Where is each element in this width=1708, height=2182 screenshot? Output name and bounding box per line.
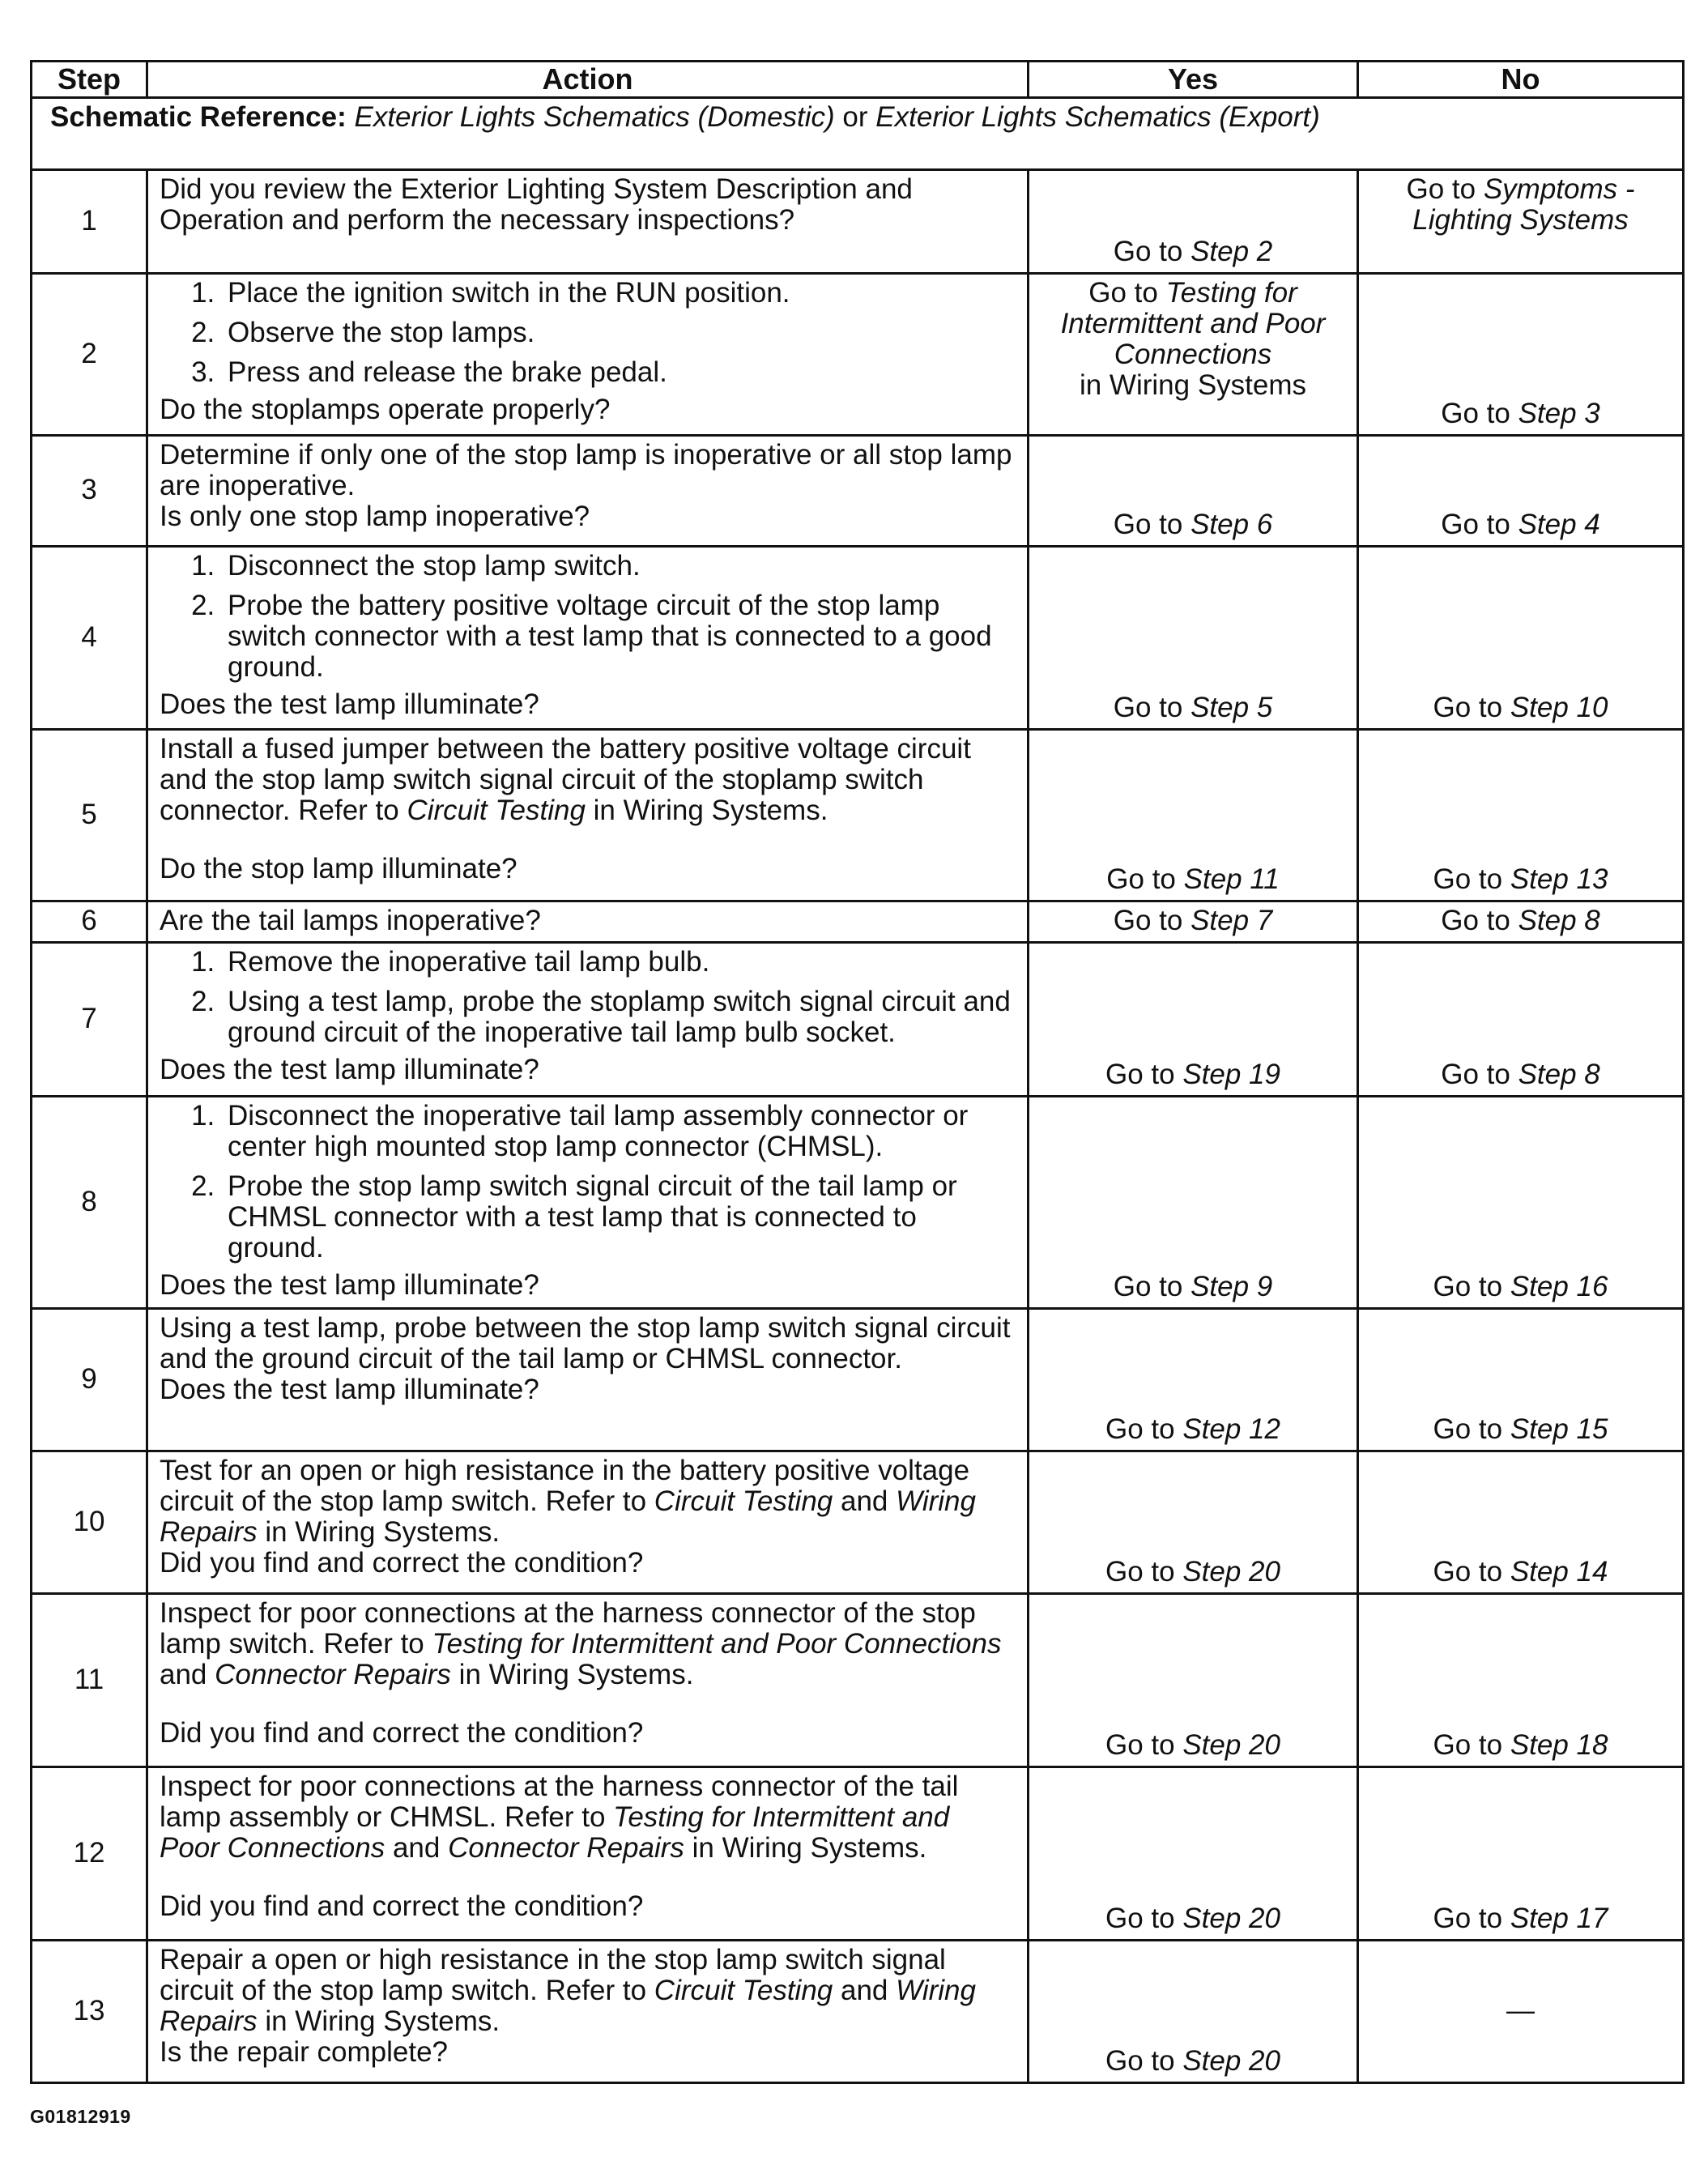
yes-step-ref: Step 12 [1182,1413,1280,1445]
action-text-part: Inspect for poor connections at the harness connector of the stop lamp switch. Refer to [160,1597,976,1660]
procedure-item: 1. Place the ignition switch in the RUN position. [223,278,1016,309]
action-question: Is only one stop lamp inoperative? [160,501,590,532]
step-number: 10 [32,1451,147,1594]
action-text-part: Test for an open or high resistance in the battery positive voltage circuit of the stop lamp switch. Refer to [160,1455,970,1517]
action-text-part: in Wiring Systems. [585,795,828,826]
action-cell [147,1451,1029,1594]
no-step-ref: Step 17 [1510,1903,1608,1934]
no-prefix: Go to [1433,1903,1510,1934]
yes-cell [1029,1594,1358,1767]
procedure-list [160,1101,1016,1264]
no-prefix: Go to [1433,1729,1510,1761]
no-prefix: Go to [1441,509,1518,540]
no-step-ref: Symptoms - Lighting Systems [1412,173,1635,236]
yes-step-ref: Step 20 [1182,1729,1280,1761]
yes-prefix: Go to [1106,863,1184,895]
procedure-item: 2. Using a test lamp, probe the stoplamp switch signal circuit and ground circuit of the inoperative tail lamp bulb socket. [223,987,1016,1048]
step-number: 11 [32,1594,147,1767]
yes-cell [1029,1941,1358,2083]
action-question: Does the test lamp illuminate? [160,1054,539,1085]
action-text-part: and [833,1975,897,2006]
step-number: 7 [32,943,147,1097]
yes-prefix: Go to [1105,2045,1183,2077]
table-row [32,1309,1684,1451]
yes-cell [1029,1767,1358,1941]
no-step-ref: Step 3 [1518,398,1600,429]
yes-cell [1029,274,1358,436]
action-text [160,1945,1016,2037]
table-row [32,274,1684,436]
no-cell [1358,943,1684,1097]
action-cell [147,1941,1029,2083]
yes-step-ref: Step 20 [1182,1903,1280,1934]
step-number: 4 [32,547,147,730]
no-cell [1358,730,1684,901]
no-cell [1358,1767,1684,1941]
no-step-ref: Step 18 [1510,1729,1608,1761]
no-step-ref: Step 14 [1510,1556,1608,1587]
document-id: G01812919 [30,2106,131,2127]
yes-step-ref: Step 7 [1190,905,1273,936]
yes-cell [1029,547,1358,730]
procedure-item: 2. Probe the stop lamp switch signal circuit of the tail lamp or CHMSL connector with a test lamp that is connected to ground. [223,1171,1016,1264]
action-text [160,1455,1016,1548]
no-step-ref: Step 8 [1518,905,1600,936]
schematic-label: Schematic Reference: [50,101,347,133]
step-number: 2 [32,274,147,436]
procedure-list [160,278,1016,388]
table-row [32,1451,1684,1594]
action-text-part: Inspect for poor connections at the harness connector of the tail lamp assembly or CHMSL. Refer to [160,1771,959,1833]
yes-prefix: Go to [1113,692,1191,723]
yes-prefix: Go to [1113,1271,1191,1302]
action-question: Did you find and correct the condition? [160,1547,644,1579]
yes-step-ref: Testing for Intermittent and Poor Connections [1060,277,1326,370]
procedure-list [160,551,1016,683]
table-row [32,547,1684,730]
action-cell [147,1309,1029,1451]
yes-cell [1029,901,1358,943]
action-question: Does the test lamp illuminate? [160,688,539,720]
no-step-ref: Step 4 [1518,509,1600,540]
no-cell [1358,436,1684,547]
yes-prefix: Go to [1088,277,1166,309]
yes-cell [1029,1309,1358,1451]
action-text: Using a test lamp, probe between the stop lamp switch signal circuit and the ground circuit of the tail lamp or CHMSL connector. [160,1312,1011,1374]
no-prefix: Go to [1441,398,1518,429]
no-step-ref: Step 16 [1510,1271,1608,1302]
doc-reference: Testing for Intermittent and Poor Connections [432,1628,1002,1660]
procedure-item: 1. Disconnect the stop lamp switch. [223,551,1016,582]
procedure-item: 2. Probe the battery positive voltage circuit of the stop lamp switch connector with a test lamp that is connected to a good ground. [223,590,1016,683]
no-cell [1358,1451,1684,1594]
header-row [32,62,1684,98]
no-cell [1358,547,1684,730]
action-text-part: and [833,1485,897,1517]
no-prefix: Go to [1433,1556,1510,1587]
procedure-item: 1. Remove the inoperative tail lamp bulb. [223,947,1016,978]
no-prefix: Go to [1441,1059,1518,1090]
header-step: Step [32,62,147,98]
action-question: Did you find and correct the condition? [160,1717,644,1749]
yes-step-ref: Step 5 [1190,692,1273,723]
schematic-reference [32,98,1684,170]
action-text: Determine if only one of the stop lamp is inoperative or all stop lamp are inoperative. [160,439,1012,501]
action-cell [147,436,1029,547]
yes-prefix: Go to [1105,1729,1183,1761]
action-text: Are the tail lamps inoperative? [160,905,541,936]
no-prefix: Go to [1433,1413,1510,1445]
doc-reference: Wiring Repairs [160,1485,976,1548]
no-dash: — [1506,1994,1535,2026]
yes-step-ref: Step 19 [1182,1059,1280,1090]
action-text-part: in Wiring Systems. [257,2005,500,2037]
yes-cell [1029,730,1358,901]
table-row [32,1767,1684,1941]
table-row [32,730,1684,901]
action-cell [147,170,1029,274]
step-number: 12 [32,1767,147,1941]
yes-prefix: Go to [1105,1413,1183,1445]
schematic-ref-export: Exterior Lights Schematics (Export) [875,101,1320,133]
action-question: Is the repair complete? [160,2036,449,2068]
yes-prefix: Go to [1105,1059,1183,1090]
action-cell [147,274,1029,436]
no-cell [1358,170,1684,274]
action-cell [147,1594,1029,1767]
step-number: 5 [32,730,147,901]
yes-cell [1029,170,1358,274]
step-number: 13 [32,1941,147,2083]
action-question: Did you find and correct the condition? [160,1890,644,1922]
yes-cell [1029,943,1358,1097]
yes-cell [1029,436,1358,547]
header-yes: Yes [1029,62,1358,98]
action-text [160,1598,1016,1690]
action-cell [147,1097,1029,1309]
action-cell [147,901,1029,943]
action-text-part: Repair a open or high resistance in the stop lamp switch signal circuit of the stop lamp switch. Refer to [160,1944,946,2006]
yes-step-ref: Step 6 [1190,509,1273,540]
no-cell [1358,1941,1684,2083]
step-number: 9 [32,1309,147,1451]
doc-reference: Connector Repairs [215,1659,451,1690]
header-no: No [1358,62,1684,98]
action-text-part: in Wiring Systems. [684,1832,927,1864]
action-text [160,734,1016,826]
no-cell [1358,1097,1684,1309]
yes-prefix: Go to [1113,236,1191,267]
yes-prefix: Go to [1113,905,1191,936]
action-text-part: in Wiring Systems. [257,1516,500,1548]
doc-reference: Circuit Testing [407,795,586,826]
no-cell [1358,901,1684,943]
no-step-ref: Step 13 [1510,863,1608,895]
schematic-ref-domestic: Exterior Lights Schematics (Domestic) [354,101,835,133]
diagnostic-table [30,60,1685,2084]
action-question: Do the stop lamp illuminate? [160,853,518,884]
table-row [32,901,1684,943]
table-row [32,170,1684,274]
doc-reference: Circuit Testing [654,1485,833,1517]
yes-prefix: Go to [1105,1903,1183,1934]
no-cell [1358,1309,1684,1451]
table-row [32,1941,1684,2083]
no-prefix: Go to [1433,863,1510,895]
yes-step-ref: Step 11 [1183,863,1280,895]
no-cell [1358,274,1684,436]
action-cell [147,547,1029,730]
no-prefix: Go to [1441,905,1518,936]
no-prefix: Go to [1433,1271,1510,1302]
doc-reference: Connector Repairs [448,1832,684,1864]
action-question: Do the stoplamps operate properly? [160,394,611,425]
no-step-ref: Step 15 [1510,1413,1608,1445]
procedure-list [160,947,1016,1048]
doc-reference: Wiring Repairs [160,1975,976,2037]
yes-step-ref: Step 20 [1182,2045,1280,2077]
yes-step-ref: Step 2 [1190,236,1273,267]
table-row [32,436,1684,547]
action-text: Did you review the Exterior Lighting System Description and Operation and perform the necessary inspections? [160,173,913,236]
action-cell [147,1767,1029,1941]
no-cell [1358,1594,1684,1767]
step-number: 8 [32,1097,147,1309]
action-text-part: and [160,1659,215,1690]
table-row [32,1594,1684,1767]
table-row [32,1097,1684,1309]
step-number: 3 [32,436,147,547]
procedure-item: 1. Disconnect the inoperative tail lamp assembly connector or center high mounted stop lamp connector (CHMSL). [223,1101,1016,1162]
no-prefix: Go to [1433,692,1510,723]
yes-step-ref: Step 20 [1182,1556,1280,1587]
action-cell [147,730,1029,901]
yes-cell [1029,1097,1358,1309]
step-number: 6 [32,901,147,943]
action-cell [147,943,1029,1097]
no-step-ref: Step 8 [1518,1059,1600,1090]
yes-prefix: Go to [1113,509,1191,540]
action-question: Does the test lamp illuminate? [160,1269,539,1301]
doc-reference: Circuit Testing [654,1975,833,2006]
schematic-reference-row [32,98,1684,170]
action-question: Does the test lamp illuminate? [160,1374,539,1405]
procedure-item: 2. Observe the stop lamps. [223,317,1016,348]
action-text-part: in Wiring Systems. [450,1659,694,1690]
header-action: Action [147,62,1029,98]
doc-reference: Testing for Intermittent and Poor Connections [160,1801,950,1864]
no-step-ref: Step 10 [1510,692,1608,723]
yes-step-ref: Step 9 [1190,1271,1273,1302]
yes-prefix: Go to [1105,1556,1183,1587]
yes-suffix: in Wiring Systems [1079,369,1307,401]
action-text [160,1771,1016,1864]
action-text-part: Install a fused jumper between the battery positive voltage circuit and the stop lamp switch signal circuit of the stoplamp switch connector. Refer to [160,733,971,826]
no-prefix: Go to [1406,173,1484,205]
action-text-part: and [385,1832,449,1864]
table-row [32,943,1684,1097]
procedure-item: 3. Press and release the brake pedal. [223,357,1016,388]
yes-cell [1029,1451,1358,1594]
schematic-or: or [834,101,876,133]
step-number: 1 [32,170,147,274]
